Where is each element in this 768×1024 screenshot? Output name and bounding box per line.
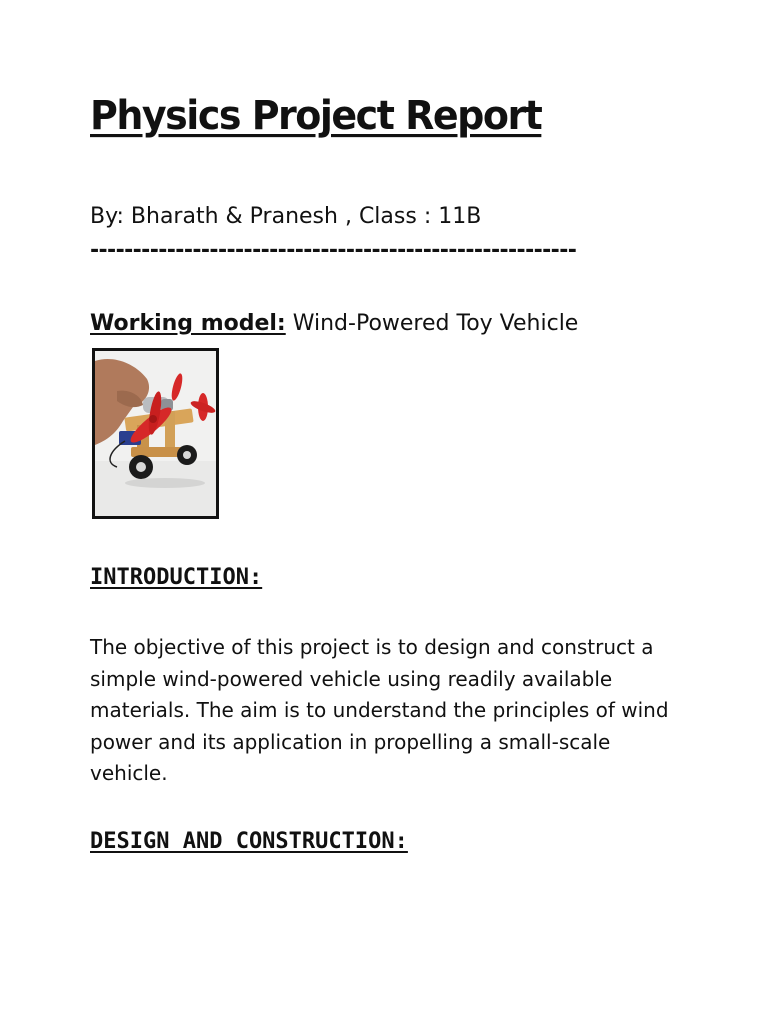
working-model-value: Wind-Powered Toy Vehicle (292, 311, 579, 336)
author-byline: By: Bharath & Pranesh , Class : 11B (90, 204, 482, 229)
working-model-line (90, 311, 578, 336)
toy-vehicle-image (95, 351, 216, 516)
vehicle-photo (92, 348, 219, 519)
page-title: Physics Project Report (90, 92, 542, 139)
introduction-paragraph: The objective of this project is to design and construct a simple wind-powered vehicle using readily available materials. The aim is to understand the principles of wind power and its application in propelling a small-scale vehicle. (90, 635, 669, 785)
design-construction-heading: DESIGN AND CONSTRUCTION: (90, 829, 408, 854)
dashed-divider: --------------------------------------------------------- (90, 238, 577, 263)
working-model-label: Working model: (90, 311, 286, 336)
introduction-heading: INTRODUCTION: (90, 565, 263, 590)
